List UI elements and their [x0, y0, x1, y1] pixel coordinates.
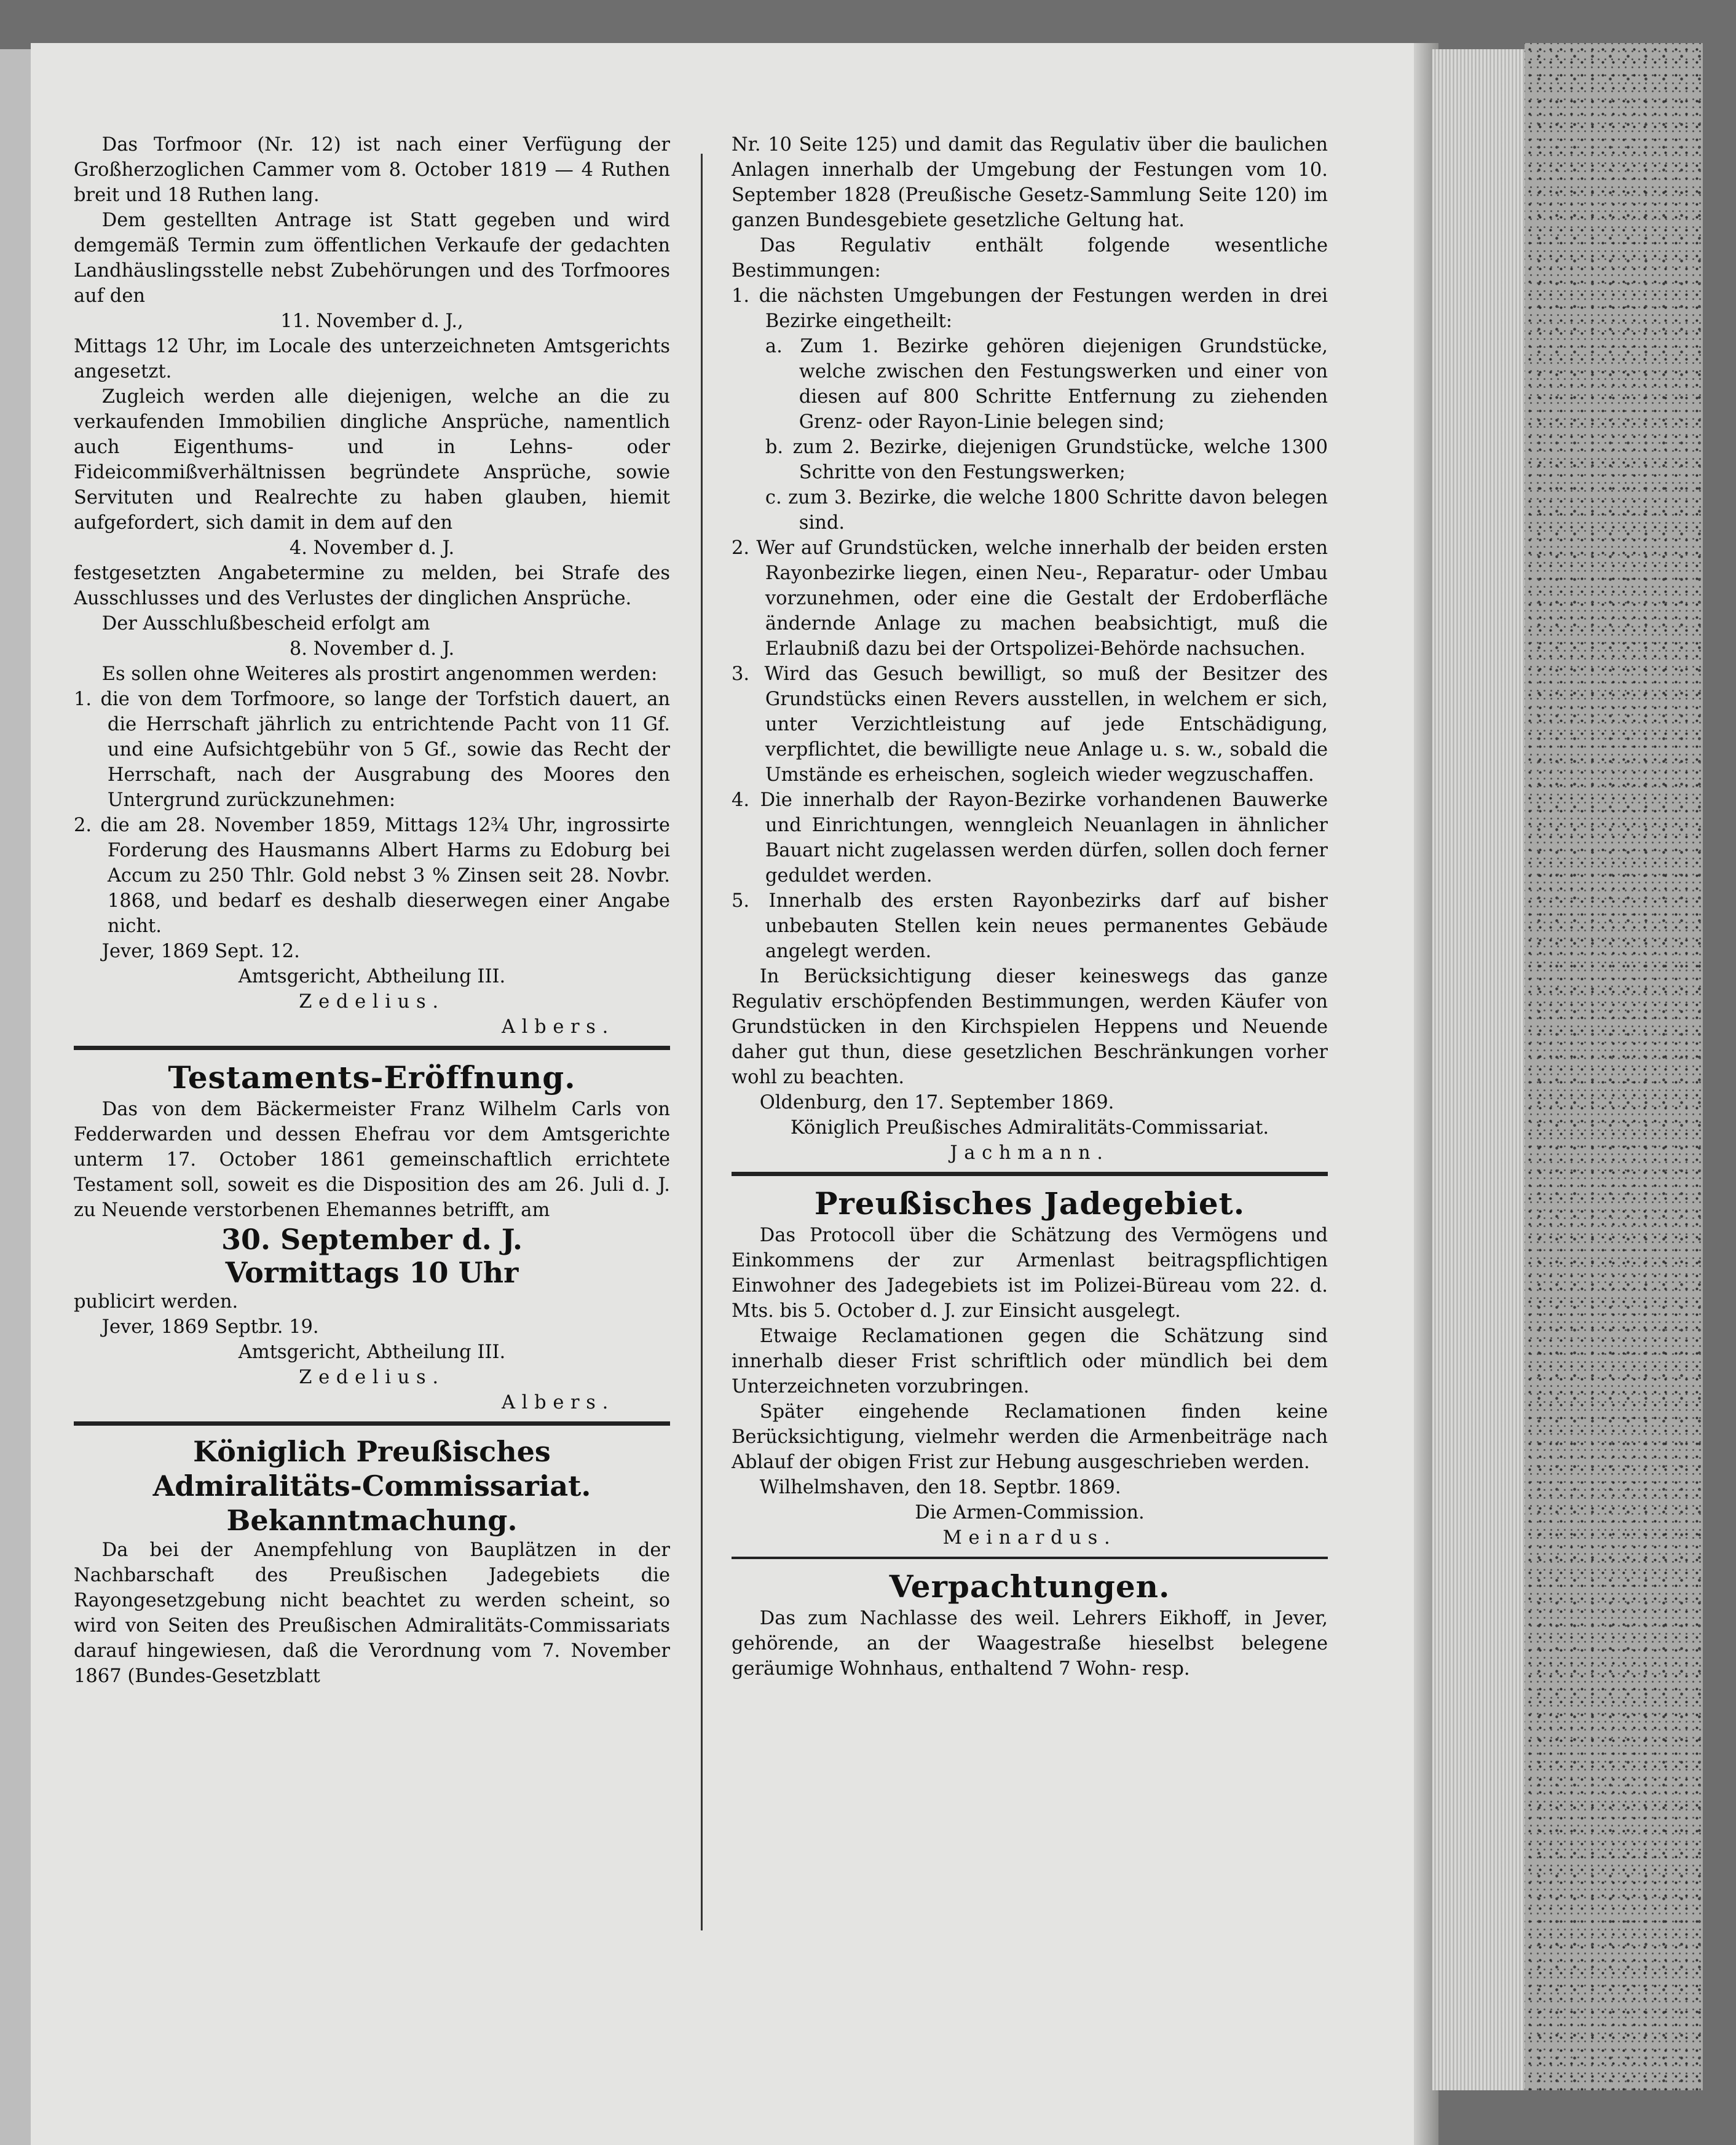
list-item: [732, 888, 1328, 964]
signature-zedelius: Zedelius.: [299, 991, 445, 1013]
consideration-text: In Berücksichtigung dieser keineswegs das ganze Regulativ erschöpfenden Bestimmungen, werden Käufer von Grundstücken in den Kirchspielen Heppens und Neuende daher gut thun, diese gesetzlichen Beschränkungen vorher wohl zu beachten.: [732, 966, 1328, 1088]
verpachtungen-text: Das zum Nachlasse des weil. Lehrers Eikhoff, in Jever, gehörende, an der Waagestraße hieselbst belegene geräumige Wohnhaus, enthaltend 7 Wohn- resp.: [732, 1608, 1328, 1680]
admiralitaet-heading-line2: Admiralitäts-Commissariat.: [152, 1469, 591, 1503]
termin-date: 11. November d. J.,: [280, 310, 464, 332]
list-number: 2.: [74, 815, 92, 836]
angabe-date: 4. November d. J.: [289, 537, 455, 559]
list-text: zum 2. Bezirke, diejenigen Grundstücke, welche 1300 Schritte von den Festungswerken;: [792, 437, 1328, 483]
prostirt-text: Es sollen ohne Weiteres als prostirt angenommen werden:: [101, 663, 658, 685]
jadegebiet-place-date: Wilhelmshaven, den 18. Septbr. 1869.: [759, 1477, 1121, 1498]
list-item: [732, 283, 1328, 334]
jadegebiet-authority: Die Armen-Commission.: [915, 1502, 1145, 1523]
section-rule: [732, 1172, 1328, 1176]
list-item: [732, 535, 1328, 662]
previous-page-edge: [0, 49, 31, 2145]
admiralitaet-text: Da bei der Anempfehlung von Bauplätzen in der Nachbarschaft des Preußischen Jadegebiets die Rayongesetzgebung nicht beachtet zu werden scheint, so wird von Seiten des Preußischen Admiralitäts-Commissariats darauf hingewiesen, daß die Verordnung vom 7. November 1867 (Bundes-Gesetzblatt: [74, 1539, 670, 1687]
bekanntmachung-heading: Bekanntmachung.: [226, 1504, 518, 1537]
signature-jachmann: Jachmann.: [950, 1142, 1110, 1164]
admiralitaet-authority: Königlich Preußisches Admiralitäts-Commissariat.: [790, 1117, 1269, 1139]
list-number: a.: [765, 336, 783, 357]
testament-text: Das von dem Bäckermeister Franz Wilhelm Carls von Fedderwarden und dessen Ehefrau vor dem Amtsgerichte unterm 17. October 1861 gemeinschaftlich errichtete Testament soll, soweit es die Disposition des am 26. Juli d. J. zu Neuende verstorbenen Ehemannes betrifft, am: [74, 1099, 670, 1221]
signature-meinardus: Meinardus.: [942, 1527, 1117, 1549]
claims-list: [74, 687, 670, 939]
testament-after: publicirt werden.: [74, 1291, 239, 1313]
section-rule: [74, 1421, 670, 1426]
list-item: [732, 788, 1328, 888]
place-date: Jever, 1869 Sept. 12.: [101, 941, 300, 962]
testament-heading: Testaments-Eröffnung.: [168, 1059, 576, 1096]
testament-court: Amtsgericht, Abtheilung III.: [238, 1341, 506, 1363]
jadegebiet-text-3: Später eingehende Reclamationen finden keine Berücksichtigung, vielmehr werden die Armenbeiträge nach Ablauf der obigen Frist zur Hebung ausgeschrieben werden.: [732, 1401, 1328, 1473]
list-number: b.: [765, 437, 784, 458]
list-text: Innerhalb des ersten Rayonbezirks darf auf bisher unbebauten Stellen kein neues permanentes Gebäude angelegt werden.: [765, 890, 1328, 962]
list-number: 3.: [732, 663, 750, 685]
list-number: 4.: [732, 789, 750, 811]
admiralitaet-heading-line1: Königlich Preußisches: [193, 1435, 551, 1468]
left-column: [74, 132, 670, 1689]
signature-albers: Albers.: [501, 1016, 615, 1038]
continued-text: Nr. 10 Seite 125) und damit das Regulativ über die baulichen Anlagen innerhalb der Umgebung der Festungen vom 10. September 1828 (Preußische Gesetz-Sammlung Seite 120) im ganzen Bundesgebiete gesetzliche Geltung hat.: [732, 134, 1328, 231]
jadegebiet-heading: Preußisches Jadegebiet.: [814, 1185, 1245, 1222]
paragraph-torfmoor: Das Torfmoor (Nr. 12) ist nach einer Verfügung der Großherzoglichen Cammer vom 8. October 1819 — 4 Ruthen breit und 18 Ruthen lang.: [74, 134, 670, 206]
angabe-text: festgesetzten Angabetermine zu melden, bei Strafe des Ausschlusses und des Verlustes der dinglichen Ansprüche.: [74, 563, 670, 609]
list-number: 1.: [732, 285, 750, 307]
oldenburg-place-date: Oldenburg, den 17. September 1869.: [759, 1092, 1115, 1113]
list-number: 2.: [732, 537, 750, 559]
list-text: die von dem Torfmoore, so lange der Torfstich dauert, an die Herrschaft jährlich zu entrichtende Pacht von 11 Gf. und eine Aufsichtgebühr von 5 Gf., sowie das Recht der Herrschaft, nach der Ausgrabung des Moores den Untergrund zurückzunehmen:: [100, 689, 670, 811]
section-rule: [732, 1557, 1328, 1559]
right-column: [732, 132, 1328, 1681]
regulativ-intro: Das Regulativ enthält folgende wesentliche Bestimmungen:: [732, 235, 1328, 282]
list-item: [732, 435, 1328, 485]
list-text: Die innerhalb der Rayon-Bezirke vorhandenen Bauwerke und Einrichtungen, wenngleich Neuanlagen in ähnlicher Bauart nicht zugelassen werden dürfen, sollen doch ferner geduldet werden.: [760, 789, 1328, 887]
list-item: [74, 813, 670, 939]
jadegebiet-text-1: Das Protocoll über die Schätzung des Vermögens und Einkommens der zur Armenlast beitragspflichtigen Einwohner des Jadegebiets ist im Polizei-Büreau vom 22. d. Mts. bis 5. October d. J. zur Einsicht ausgelegt.: [732, 1225, 1328, 1322]
paragraph-antrag: Dem gestellten Antrage ist Statt gegeben und wird demgemäß Termin zum öffentlichen Verkaufe der gedachten Landhäuslingsstelle nebst Zubehörungen und des Torfmoores auf den: [74, 210, 670, 307]
list-number: c.: [765, 487, 782, 508]
jadegebiet-text-2: Etwaige Reclamationen gegen die Schätzung sind innerhalb dieser Frist schriftlich oder mündlich bei dem Unterzeichneten vorzubringen.: [732, 1325, 1328, 1397]
list-text: Wird das Gesuch bewilligt, so muß der Besitzer des Grundstücks einen Revers ausstellen, in welchem er sich, unter Verzichtleistung auf jede Entschädigung, verpflichtet, die bewilligte neue Anlage u. s. w., sobald die Umstände es erheischen, sogleich wieder wegzuschaffen.: [764, 663, 1328, 786]
column-divider: [701, 154, 703, 1930]
list-text: zum 3. Bezirke, die welche 1800 Schritte davon belegen sind.: [788, 487, 1328, 534]
ausschluss-date: 8. November d. J.: [289, 638, 455, 660]
list-item: [732, 662, 1328, 788]
list-item: [74, 687, 670, 813]
section-rule: [74, 1046, 670, 1050]
testament-place-date: Jever, 1869 Septbr. 19.: [101, 1316, 319, 1338]
testament-date: 30. September d. J.: [221, 1223, 523, 1256]
list-text: Zum 1. Bezirke gehören diejenigen Grundstücke, welche zwischen den Festungswerken und einer von diesen auf 800 Schritte Entfernung zu ziehenden Grenz- oder Rayon-Linie belegen sind;: [799, 336, 1328, 433]
list-text: Wer auf Grundstücken, welche innerhalb der beiden ersten Rayonbezirke liegen, einen Neu-, Reparatur- oder Umbau vorzunehmen, oder eine die Gestalt der Erdoberfläche ändernde Anlage zu machen beabsichtigt, muß die Erlaubniß dazu bei der Ortspolizei-Behörde nachsuchen.: [756, 537, 1328, 660]
verpachtungen-heading: Verpachtungen.: [889, 1568, 1170, 1605]
list-number: 1.: [74, 689, 92, 710]
list-item: [732, 334, 1328, 435]
list-number: 5.: [732, 890, 750, 912]
court-name: Amtsgericht, Abtheilung III.: [238, 966, 506, 987]
speckled-book-cover: [1525, 43, 1703, 2090]
testament-signature-zedelius: Zedelius.: [299, 1367, 445, 1388]
paragraph-zugleich: Zugleich werden alle diejenigen, welche an die zu verkaufenden Immobilien dingliche Ansprüche, namentlich auch Eigenthums- und in Lehns- oder Fideicommißverhältnissen begründete Ansprüche, sowie Servituten und Realrechte zu haben glauben, hiemit aufgefordert, sich damit in dem auf den: [74, 386, 670, 534]
ausschluss-text: Der Ausschlußbescheid erfolgt am: [101, 613, 430, 634]
termin-text: Mittags 12 Uhr, im Locale des unterzeichneten Amtsgerichts angesetzt.: [74, 336, 670, 382]
regulativ-list: [732, 283, 1328, 964]
list-item: [732, 485, 1328, 535]
testament-time: Vormittags 10 Uhr: [225, 1256, 519, 1289]
testament-signature-albers: Albers.: [501, 1392, 615, 1413]
list-text: die am 28. November 1859, Mittags 12¾ Uhr, ingrossirte Forderung des Hausmanns Albert Harms zu Edoburg bei Accum zu 250 Thlr. Gold nebst 3 % Zinsen seit 28. Novbr. 1868, und bedarf es deshalb dieserwegen einer Angabe nicht.: [100, 815, 670, 937]
list-text: die nächsten Umgebungen der Festungen werden in drei Bezirke eingetheilt:: [759, 285, 1328, 332]
